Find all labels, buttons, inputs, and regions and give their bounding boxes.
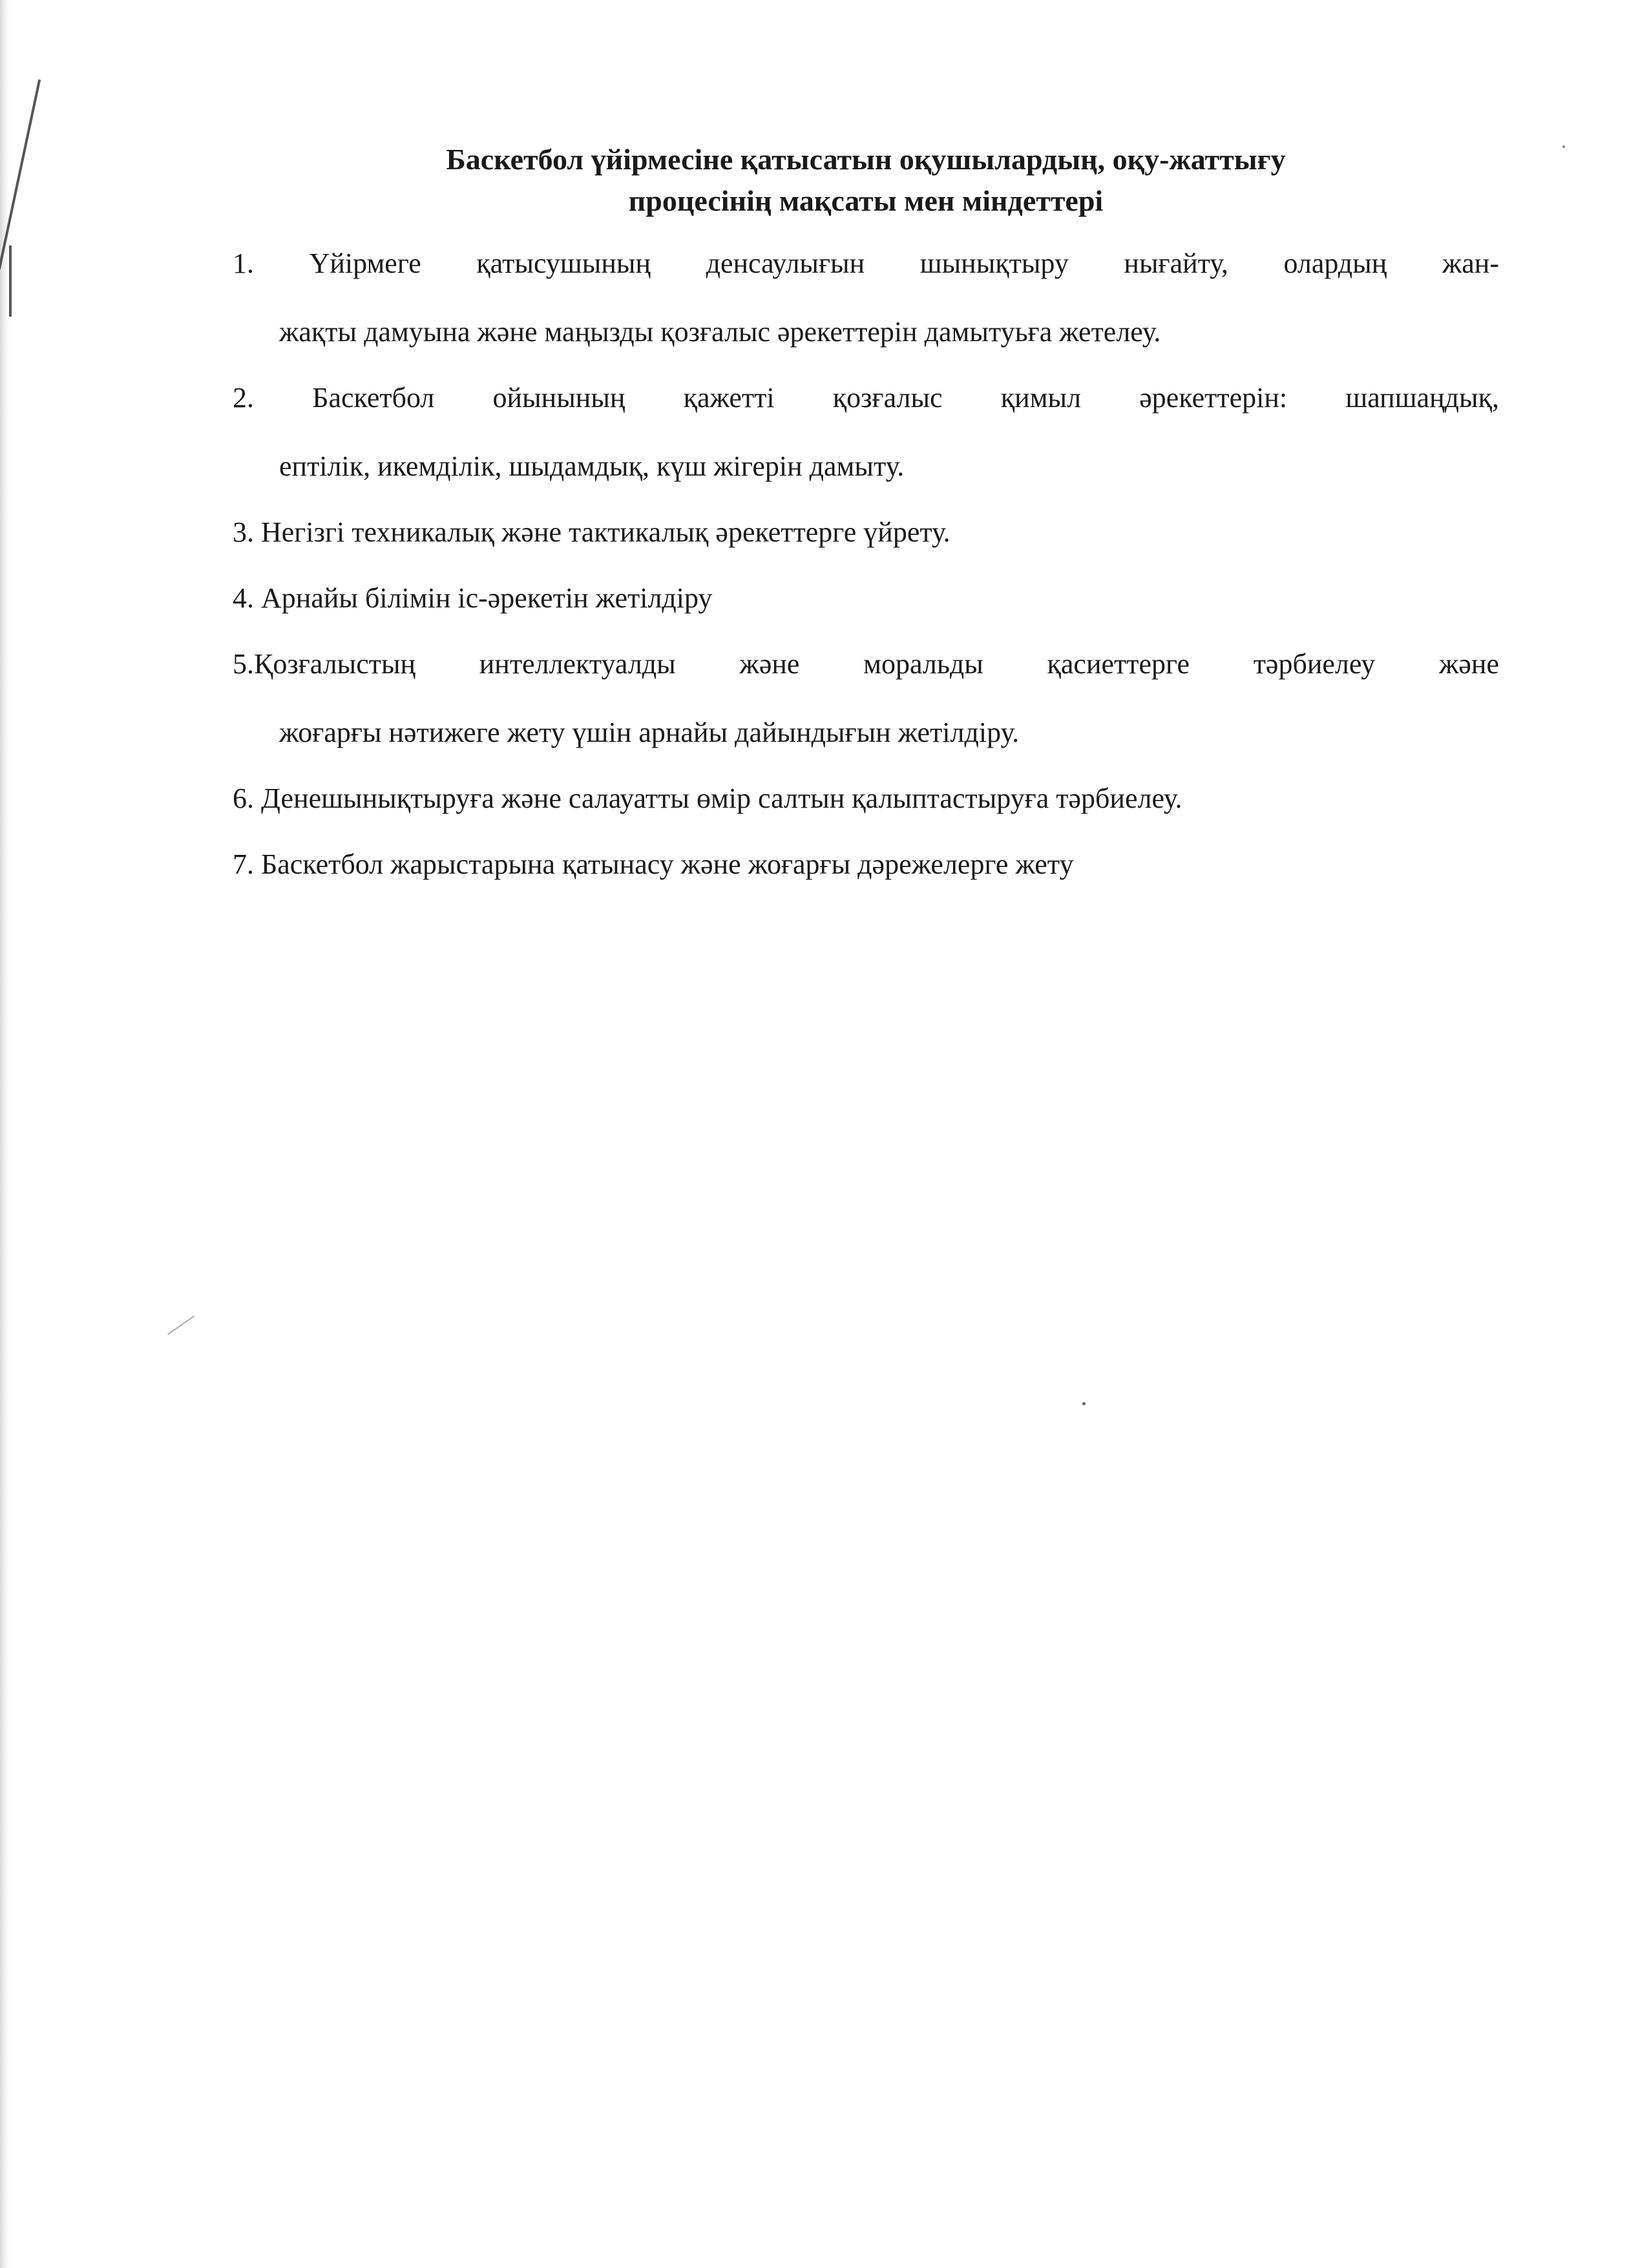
goals-list bbox=[233, 247, 1499, 881]
list-item-text: 1. Үйірмеге қатысушының денсаулығын шынықтыру нығайту, олардың жан- bbox=[233, 247, 1499, 279]
list-item-text: 7. Баскетбол жарыстарына қатынасу және жоғарғы дәрежелерге жету bbox=[233, 848, 1074, 880]
scan-artifact-stroke bbox=[167, 1316, 194, 1335]
list-item-continuation: жақты дамуына және маңызды қозғалыс әрекеттерін дамытуьға жетелеу. bbox=[279, 316, 1161, 348]
list-item bbox=[233, 247, 1499, 348]
list-item-text: 5.Қозғалыстың интеллектуалды және моральды қасиеттерге тәрбиелеу және bbox=[233, 648, 1499, 680]
scan-artifact-dot bbox=[1082, 1402, 1086, 1405]
document-title bbox=[233, 139, 1499, 222]
list-item-continuation: ептілік, икемділік, шыдамдық, күш жігерін дамыту. bbox=[279, 450, 905, 482]
document-page bbox=[233, 139, 1499, 881]
list-item-text: 3. Негізгі техникалық және тактикалық әрекеттерге үйрету. bbox=[233, 516, 951, 548]
list-item-text: 2. Баскетбол ойынының қажетті қозғалыс қимыл әрекеттерін: шапшаңдық, bbox=[233, 382, 1499, 414]
scan-artifact-dot bbox=[1562, 145, 1565, 148]
title-line: процесінің мақсаты мен міндеттері bbox=[628, 184, 1104, 217]
list-item bbox=[233, 782, 1499, 815]
list-item bbox=[233, 516, 1499, 549]
list-item-text: 4. Арнайы білімін іс-әрекетін жетілдіру bbox=[233, 582, 713, 614]
list-item bbox=[233, 848, 1499, 881]
list-item bbox=[233, 648, 1499, 749]
list-item-continuation: жоғарғы нәтижеге жету үшін арнайы дайындығын жетілдіру. bbox=[279, 717, 1020, 748]
title-line: Баскетбол үйірмесіне қатысатын оқушылардың, оқу-жаттығу bbox=[446, 143, 1286, 176]
scan-artifact-mark bbox=[9, 246, 12, 317]
list-item bbox=[233, 382, 1499, 483]
list-item bbox=[233, 582, 1499, 614]
scan-edge bbox=[0, 0, 9, 2268]
list-item-text: 6. Денешынықтыруға және салауатты өмір салтын қалыптастыруға тәрбиелеу. bbox=[233, 782, 1182, 814]
